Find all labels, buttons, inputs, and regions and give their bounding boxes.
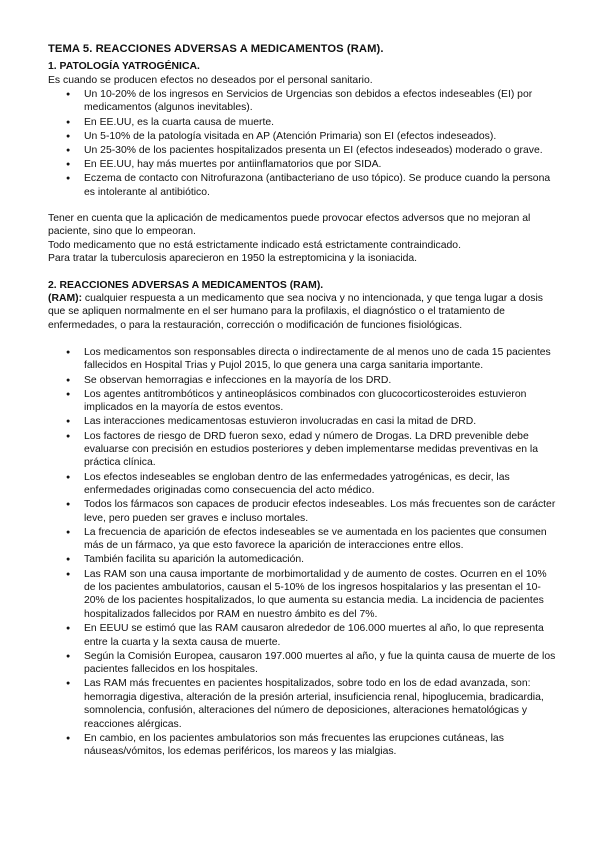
section1-paragraph: Tener en cuenta que la aplicación de medicamentos puede provocar efectos adversos que no mejoran al paciente, sino que lo empeoran. [48, 213, 531, 238]
section1-intro: Es cuando se producen efectos no deseados por el personal sanitario. [48, 75, 373, 86]
list-item: ● Un 5-10% de la patología visitada en AP (Atención Primaria) son EI (efectos indeseados). [48, 130, 558, 143]
list-item: ● En EE.UU, hay más muertes por antiinflamatorios que por SIDA. [48, 158, 558, 171]
list-item: ● Los agentes antitrombóticos y antineoplásicos combinados con glucocorticosteroides estuvieron implicados en la mayoría de estos eventos. [48, 388, 558, 415]
document-title: TEMA 5. REACCIONES ADVERSAS A MEDICAMENTOS (RAM). [48, 43, 384, 55]
list-item: ● Las RAM son una causa importante de morbimortalidad y de aumento de costes. Ocurren en el 10% de los pacientes ambulatorios, causan el 5-10% de los ingresos hospitalarios y las presentan el 10-20% de los pacientes hospitalizados, lo que aumenta su estancia media. La incidencia de pacientes hospitalizados fallecidos por RAM en nuestro ámbito es del 7%. [48, 568, 558, 622]
list-item: ● Todos los fármacos son capaces de producir efectos indeseables. Los más frecuentes son de carácter leve, pero pueden ser graves e incluso mortales. [48, 498, 558, 525]
section1-heading: 1. PATOLOGÍA YATROGÉNICA. [48, 61, 200, 72]
list-item: ● Los medicamentos son responsables directa o indirectamente de al menos uno de cada 15 pacientes fallecidos en Hospital Trias y Pujol 2015, lo que genera una carga sanitaria importante. [48, 346, 558, 373]
list-item: ● En EE.UU, es la cuarta causa de muerte. [48, 116, 558, 129]
list-item: ● Un 25-30% de los pacientes hospitalizados presenta un EI (efectos indeseados) moderado o grave. [48, 144, 558, 157]
list-item: ● Los factores de riesgo de DRD fueron sexo, edad y número de Drogas. La DRD prevenible debe evaluarse con precisión en estudios posteriores y deben implementarse medidas preventivas en la práctica clínica. [48, 430, 558, 470]
list-item: ● También facilita su aparición la automedicación. [48, 553, 558, 566]
definition-label: (RAM): [48, 293, 83, 304]
definition-text: cualquier respuesta a un medicamento que sea nociva y no intencionada, y que tenga lugar a dosis que se apliquen normalmente en el ser humano para la profilaxis, el diagnóstico o el tratamiento de enfermedades, o para la restauración, corrección o modificación de funciones fisiológicas. [48, 293, 543, 331]
list-item: ● En cambio, en los pacientes ambulatorios son más frecuentes las erupciones cutáneas, las náuseas/vómitos, los edemas periféricos, los mareos y las mialgias. [48, 732, 558, 759]
list-item: ● Las interacciones medicamentosas estuvieron involucradas en casi la mitad de DRD. [48, 415, 558, 428]
section2-bullet-list [48, 346, 558, 759]
list-item: ● Según la Comisión Europea, causaron 197.000 muertes al año, y fue la quinta causa de muerte de los pacientes fallecidos en los hospitales. [48, 650, 558, 677]
section2-definition [48, 292, 560, 332]
list-item: ● En EEUU se estimó que las RAM causaron alrededor de 106.000 muertes al año, lo que representa entre la cuarta y la sexta causa de muerte. [48, 622, 558, 649]
section1-paragraph: Para tratar la tuberculosis aparecieron en 1950 la estreptomicina y la isoniacida. [48, 253, 418, 264]
list-item: ● La frecuencia de aparición de efectos indeseables se ve aumentada en los pacientes que consumen más de un fármaco, ya que esto favorece la aparición de interacciones entre ellos. [48, 526, 558, 553]
list-item: ● Los efectos indeseables se engloban dentro de las enfermedades yatrogénicas, es decir, las enfermedades originadas como consecuencia del acto médico. [48, 471, 558, 498]
list-item: ● Eczema de contacto con Nitrofurazona (antibacteriano de uso tópico). Se produce cuando la persona es intolerante al antibiótico. [48, 172, 558, 199]
list-item: ● Se observan hemorragias e infecciones en la mayoría de los DRD. [48, 374, 558, 387]
section1-bullet-list [48, 88, 558, 200]
list-item: ● Las RAM más frecuentes en pacientes hospitalizados, sobre todo en los de edad avanzada, son: hemorragia digestiva, alteración de la presión arterial, insuficiencia renal, hipoglucemia, bradicardia, somnolencia, confusión, alteraciones del número de deposiciones, alteraciones hematológicas y reacciones alérgicas. [48, 677, 558, 731]
list-item: ● Un 10-20% de los ingresos en Servicios de Urgencias son debidos a efectos indeseables (EI) por medicamentos (algunos inevitables). [48, 88, 558, 115]
section1-paragraph: Todo medicamento que no está estrictamente indicado está estrictamente contraindicado. [48, 240, 461, 251]
section2-heading: 2. REACCIONES ADVERSAS A MEDICAMENTOS (RAM). [48, 280, 324, 291]
